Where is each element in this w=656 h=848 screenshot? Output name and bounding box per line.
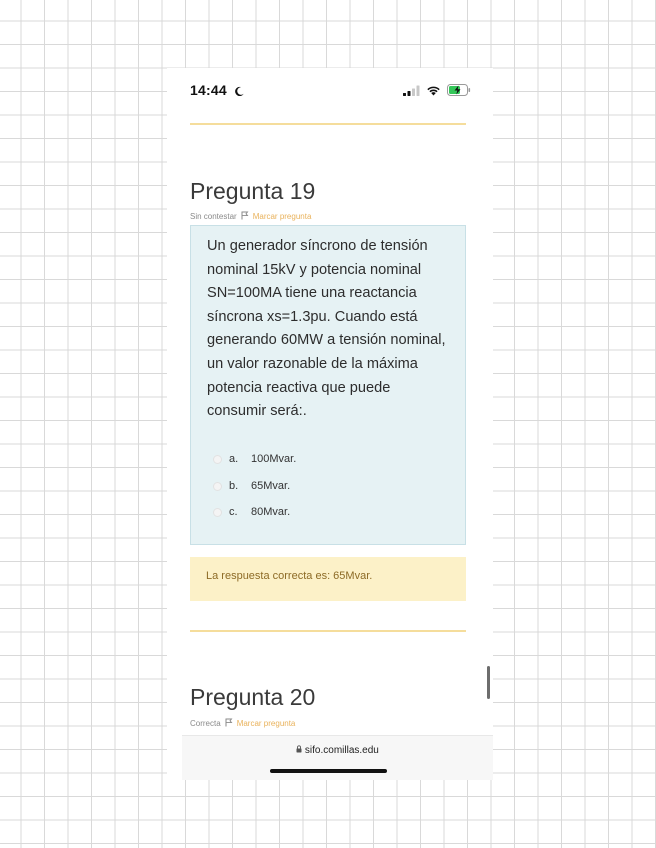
radio-button[interactable] — [213, 482, 222, 491]
status-time: 14:44 — [190, 82, 227, 98]
option-letter: c. — [229, 506, 238, 518]
home-indicator[interactable] — [270, 769, 387, 773]
signal-icon — [403, 83, 420, 101]
question-19-status: Sin contestar — [190, 212, 237, 221]
browser-bottom-bar — [182, 735, 493, 780]
url-text: sifo.comillas.edu — [304, 745, 379, 756]
option-text: 100Mvar. — [251, 453, 297, 465]
option-text: 80Mvar. — [251, 506, 291, 518]
section-divider — [190, 123, 466, 125]
radio-button[interactable] — [213, 508, 222, 517]
battery-charging-icon — [447, 83, 471, 101]
question-20-title: Pregunta 20 — [190, 684, 316, 710]
question-20-meta — [190, 718, 295, 729]
lock-icon — [296, 745, 305, 756]
flag-question-link[interactable]: Marcar pregunta — [236, 719, 296, 728]
section-divider — [190, 630, 466, 632]
flag-question-link[interactable]: Marcar pregunta — [252, 212, 312, 221]
wifi-icon — [426, 83, 441, 101]
question-19-meta — [190, 211, 311, 222]
question-19-text: Un generador síncrono de tensión nominal 15kV y potencia nominal SN=100MA tiene una reactancia síncrona xs=1.3pu. Cuando está generando 60MW a tensión nominal, un valor razonable de la máxima potencia reactiva que puede consumir será:. — [207, 238, 446, 420]
radio-button[interactable] — [213, 455, 222, 464]
url-bar[interactable] — [182, 745, 493, 756]
option-letter: a. — [229, 453, 239, 465]
option-text: 65Mvar. — [251, 480, 291, 492]
flag-icon[interactable] — [241, 211, 249, 222]
phone-screen — [167, 68, 493, 780]
feedback-text: La respuesta correcta es: 65Mvar. — [206, 570, 373, 582]
status-icons — [403, 83, 471, 101]
option-c[interactable] — [213, 503, 290, 521]
option-b[interactable] — [213, 477, 290, 495]
option-letter: b. — [229, 480, 239, 492]
correct-answer-feedback — [190, 557, 466, 601]
question-19-title: Pregunta 19 — [190, 178, 316, 204]
status-bar — [167, 68, 493, 112]
flag-icon[interactable] — [225, 718, 233, 729]
option-a[interactable] — [213, 450, 296, 468]
question-20-status: Correcta — [190, 719, 221, 728]
question-19-box — [190, 225, 466, 545]
moon-icon — [234, 84, 245, 102]
scrollbar[interactable] — [487, 666, 490, 699]
